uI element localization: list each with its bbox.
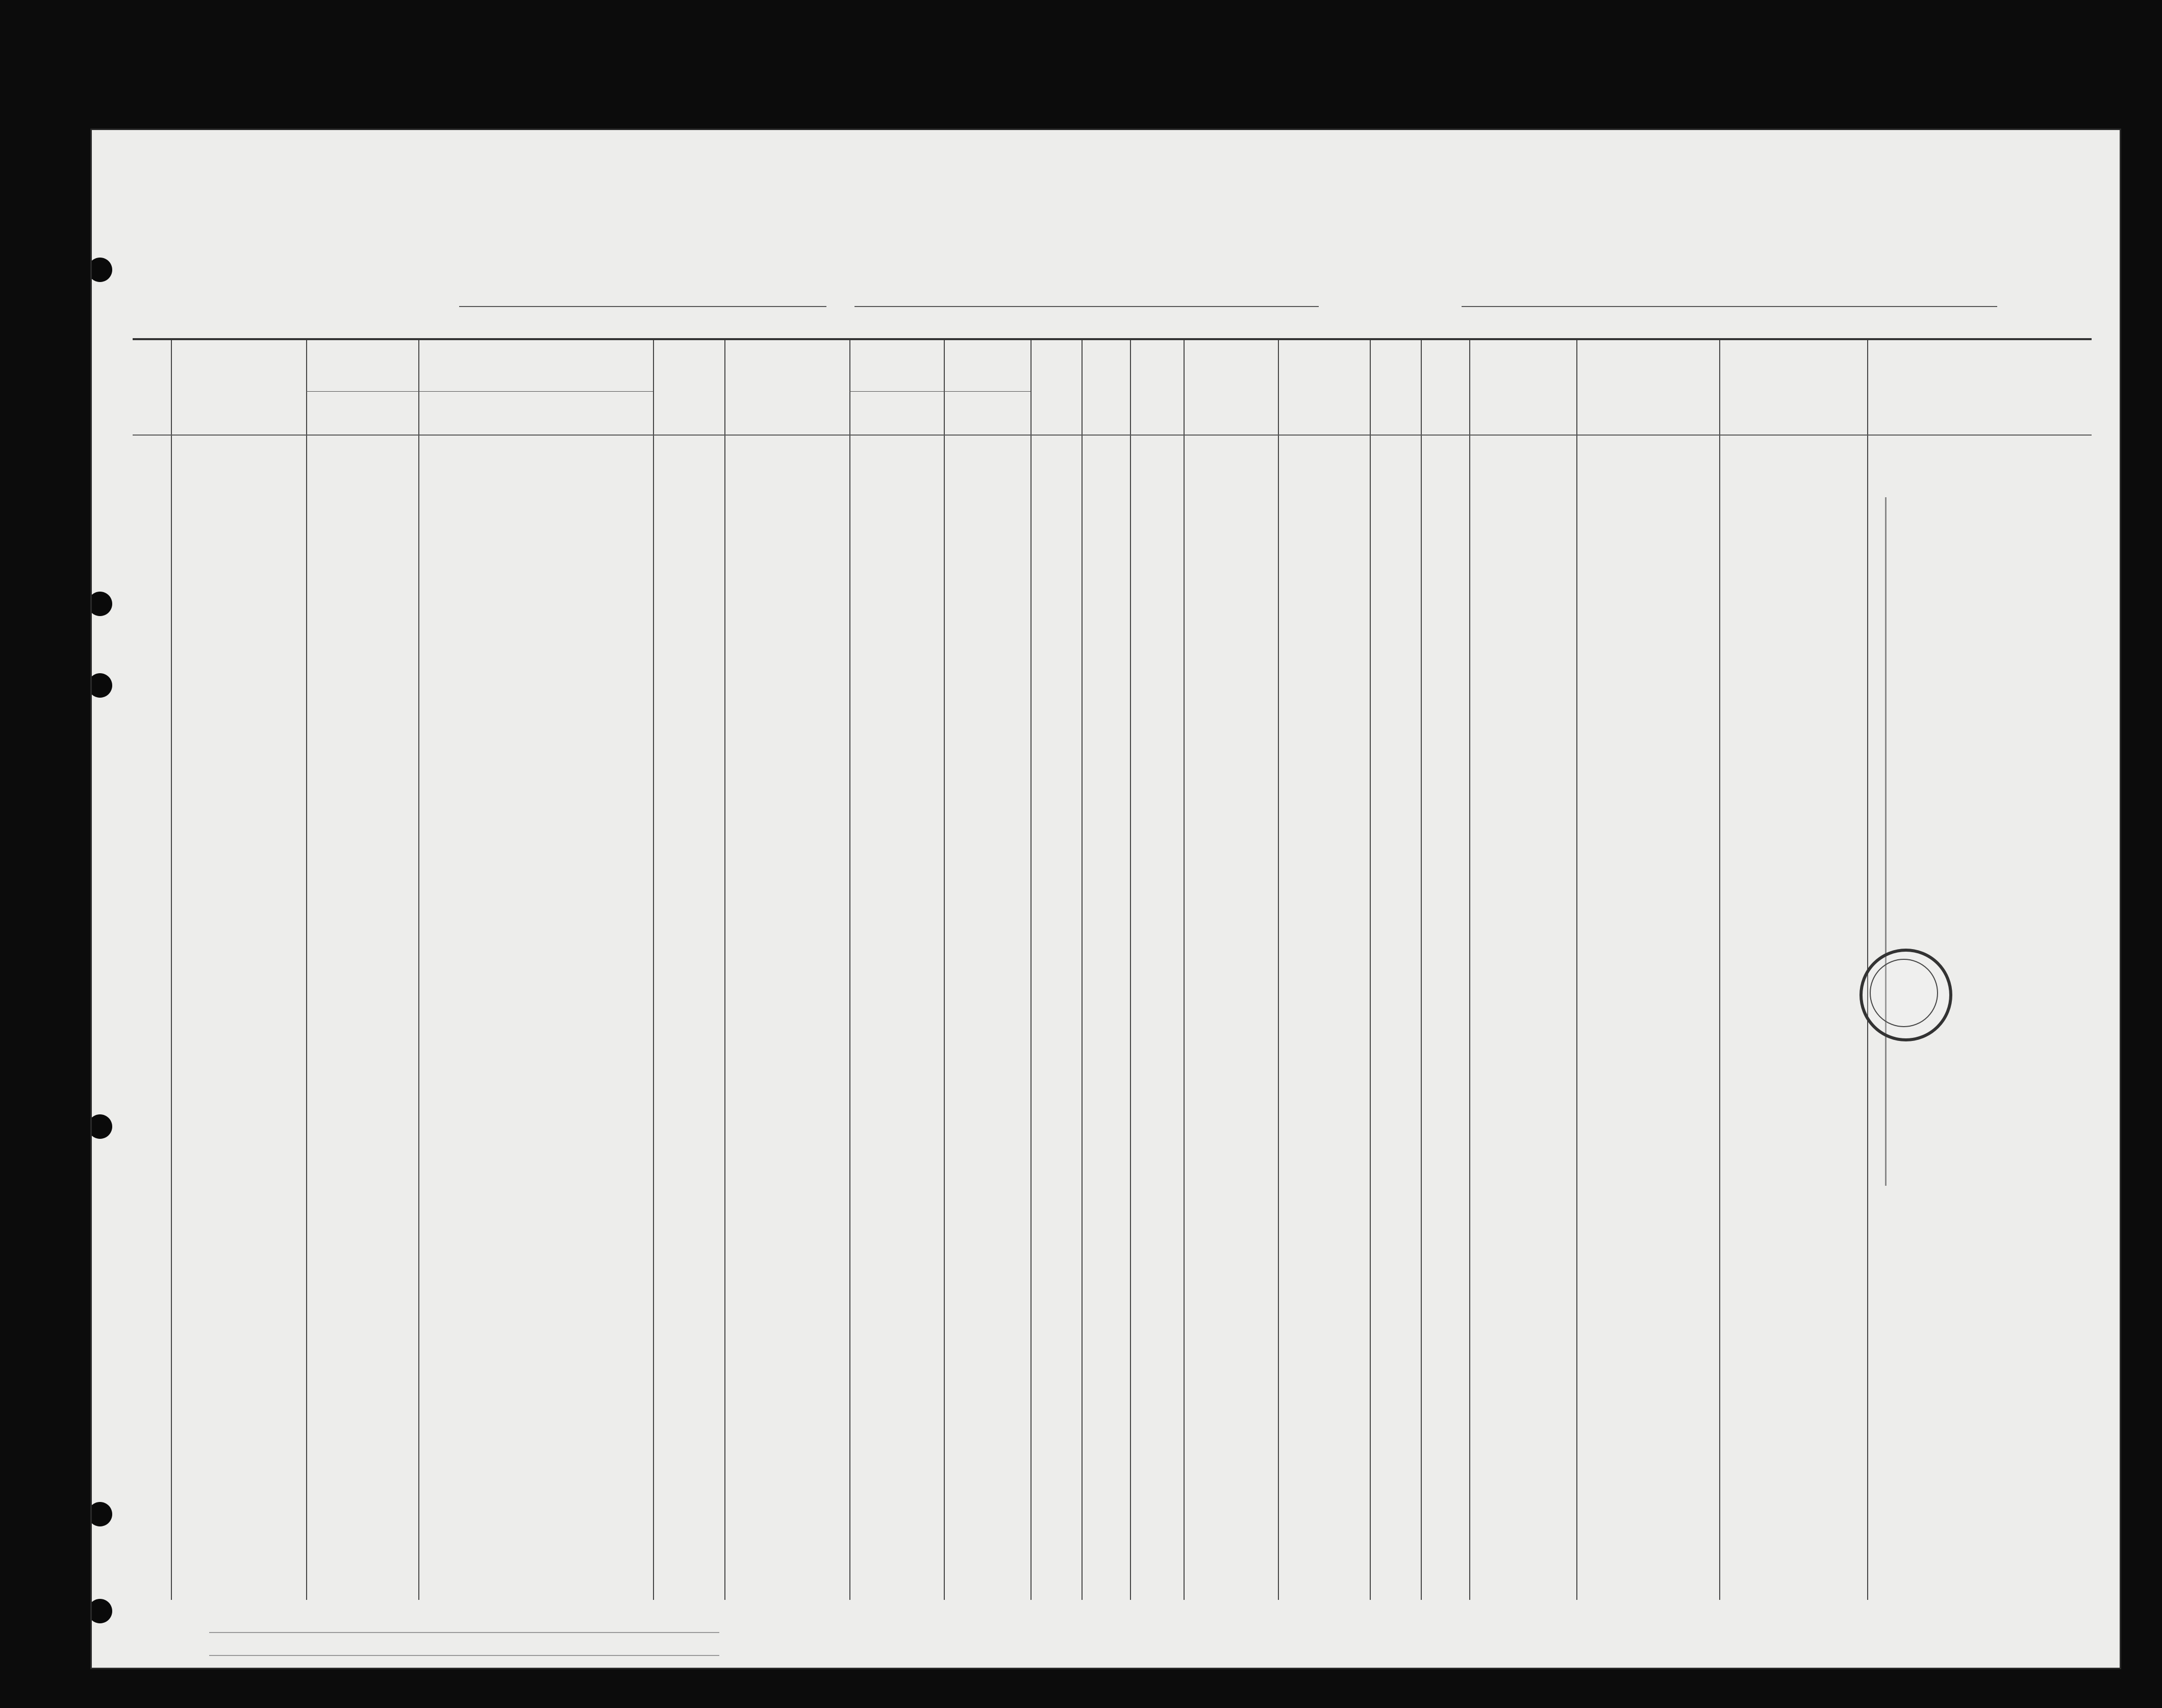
column-divider bbox=[724, 340, 725, 1600]
binder-hole bbox=[92, 1599, 112, 1623]
binder-hole bbox=[92, 1114, 112, 1139]
column-divider bbox=[1082, 340, 1083, 1600]
manifest-sheet bbox=[92, 130, 2120, 1668]
column-divider bbox=[849, 340, 850, 1600]
column-divider bbox=[171, 340, 172, 1600]
column-divider bbox=[1421, 340, 1422, 1600]
binder-hole bbox=[92, 592, 112, 616]
binder-hole bbox=[92, 258, 112, 282]
header-subrule bbox=[849, 391, 1030, 392]
binder-hole bbox=[92, 673, 112, 698]
column-divider bbox=[1469, 340, 1470, 1600]
column-divider bbox=[1130, 340, 1131, 1600]
header-subrule bbox=[306, 391, 653, 392]
column-divider bbox=[1030, 340, 1032, 1600]
header-rule bbox=[133, 435, 2092, 436]
column-divider bbox=[1184, 340, 1185, 1600]
column-divider bbox=[1370, 340, 1371, 1600]
column-divider bbox=[653, 340, 654, 1600]
column-divider bbox=[1278, 340, 1279, 1600]
column-divider bbox=[418, 340, 419, 1600]
column-divider bbox=[1576, 340, 1577, 1600]
column-divider bbox=[944, 340, 945, 1600]
column-divider bbox=[306, 340, 307, 1600]
column-divider bbox=[1719, 340, 1720, 1600]
crew-table bbox=[133, 338, 2092, 1600]
binder-hole bbox=[92, 1502, 112, 1526]
inspection-stamp bbox=[1859, 949, 1952, 1041]
inspector-line bbox=[1885, 497, 1887, 1186]
